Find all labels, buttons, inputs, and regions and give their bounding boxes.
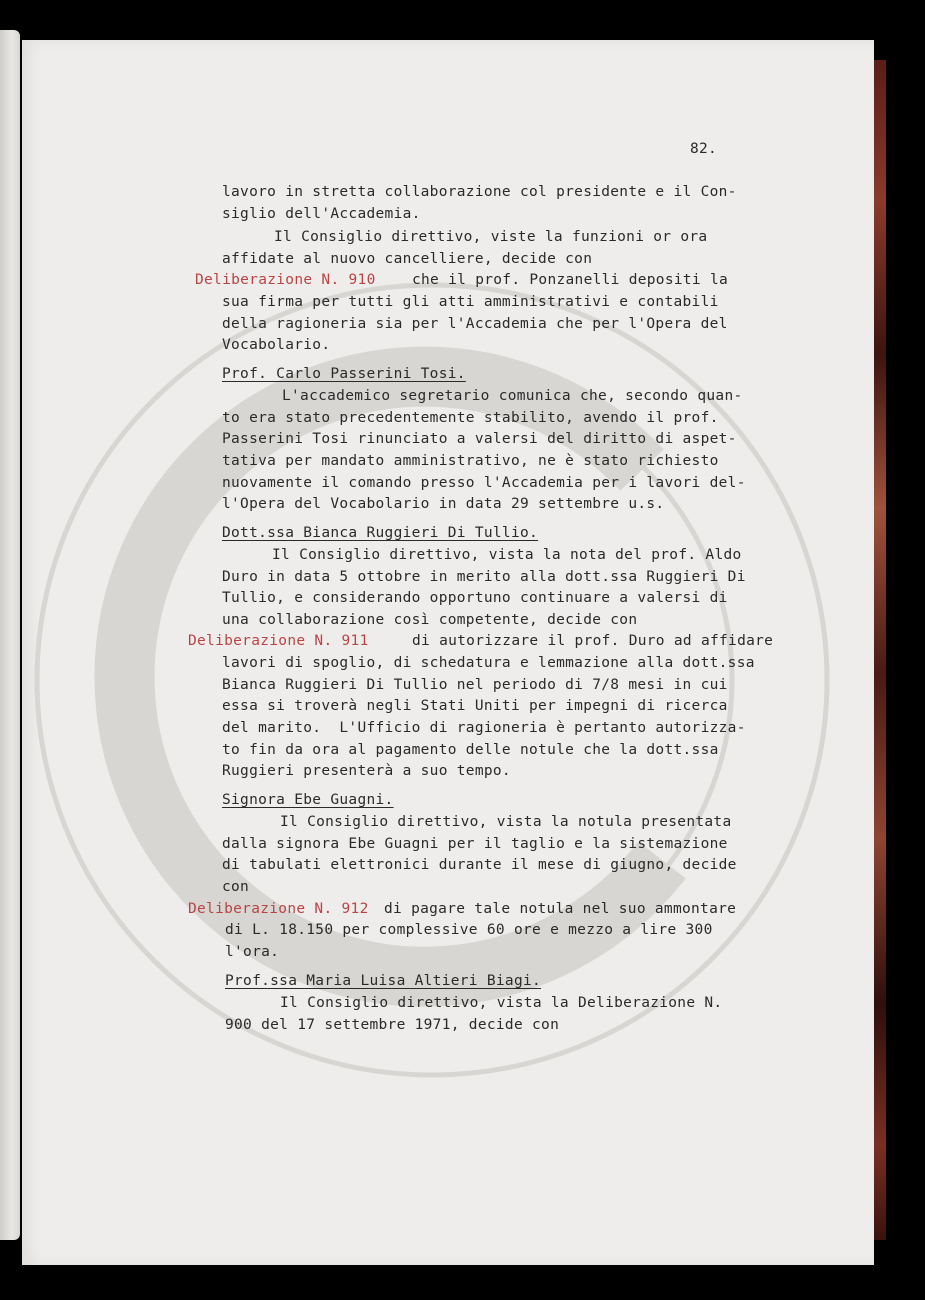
text-line: Tullio, e considerando opportuno continuare a valersi di [222, 590, 728, 606]
text-line: Il Consiglio direttivo, vista la notula presentata [280, 814, 732, 830]
section-heading: Signora Ebe Guagni. [222, 792, 394, 808]
text-line: lavoro in stretta collaborazione col presidente e il Con- [222, 184, 737, 200]
text-line: l'Opera del Vocabolario in data 29 settembre u.s. [222, 496, 665, 512]
deliberation-910-label: Deliberazione N. 910 [195, 272, 376, 288]
text-line: to fin da ora al pagamento delle notule che la dott.ssa [222, 742, 719, 758]
text-line: Passerini Tosi rinunciato a valersi del diritto di aspet- [222, 431, 737, 447]
text-line: nuovamente il comando presso l'Accademia per i lavori del- [222, 475, 746, 491]
text-line: essa si troverà negli Stati Uniti per impegni di ricerca [222, 698, 728, 714]
text-line: 900 del 17 settembre 1971, decide con [225, 1017, 560, 1033]
text-line: Duro in data 5 ottobre in merito alla dott.ssa Ruggieri Di [222, 569, 746, 585]
text-line: lavori di spoglio, di schedatura e lemmazione alla dott.ssa [222, 655, 755, 671]
text-line: Il Consiglio direttivo, viste la funzioni or ora [274, 229, 708, 245]
text-line: della ragioneria sia per l'Accademia che per l'Opera del [222, 316, 728, 332]
left-page-edge [0, 30, 20, 1240]
text-line: L'accademico segretario comunica che, secondo quan- [282, 388, 743, 404]
text-line: di pagare tale notula nel suo ammontare [384, 901, 737, 917]
text-line: Il Consiglio direttivo, vista la nota del prof. Aldo [272, 547, 742, 563]
text-line: con [222, 879, 250, 895]
text-line: una collaborazione così competente, decide con [222, 612, 638, 628]
section-heading: Dott.ssa Bianca Ruggieri Di Tullio. [222, 525, 539, 541]
text-line: che il prof. Ponzanelli depositi la [412, 272, 729, 288]
text-line: dalla signora Ebe Guagni per il taglio e la sistemazione [222, 836, 728, 852]
deliberation-912-label: Deliberazione N. 912 [188, 901, 369, 917]
marbled-book-edge [872, 60, 886, 1240]
text-line: Il Consiglio direttivo, vista la Deliberazione N. [280, 995, 723, 1011]
text-line: sua firma per tutti gli atti amministrativi e contabili [222, 294, 719, 310]
text-line: l'ora. [225, 944, 280, 960]
section-heading: Prof.ssa Maria Luisa Altieri Biagi. [225, 973, 542, 989]
text-line: affidate al nuovo cancelliere, decide con [222, 251, 593, 267]
document-page [22, 40, 874, 1265]
watermark-seal [22, 40, 874, 1265]
text-line: di autorizzare il prof. Duro ad affidare [412, 633, 774, 649]
page-number: 82. [690, 141, 718, 157]
text-line: Vocabolario. [222, 337, 331, 353]
text-line: tativa per mandato amministrativo, ne è stato richiesto [222, 453, 719, 469]
text-line: del marito. L'Ufficio di ragioneria è pertanto autorizza- [222, 720, 746, 736]
text-line: siglio dell'Accademia. [222, 206, 421, 222]
text-line: Ruggieri presenterà a suo tempo. [222, 763, 511, 779]
deliberation-911-label: Deliberazione N. 911 [188, 633, 369, 649]
text-line: Bianca Ruggieri Di Tullio nel periodo di 7/8 mesi in cui [222, 677, 728, 693]
section-heading: Prof. Carlo Passerini Tosi. [222, 366, 466, 382]
text-line: to era stato precedentemente stabilito, avendo il prof. [222, 410, 719, 426]
text-line: di L. 18.150 per complessive 60 ore e mezzo a lire 300 [225, 922, 713, 938]
text-line: di tabulati elettronici durante il mese di giugno, decide [222, 857, 737, 873]
